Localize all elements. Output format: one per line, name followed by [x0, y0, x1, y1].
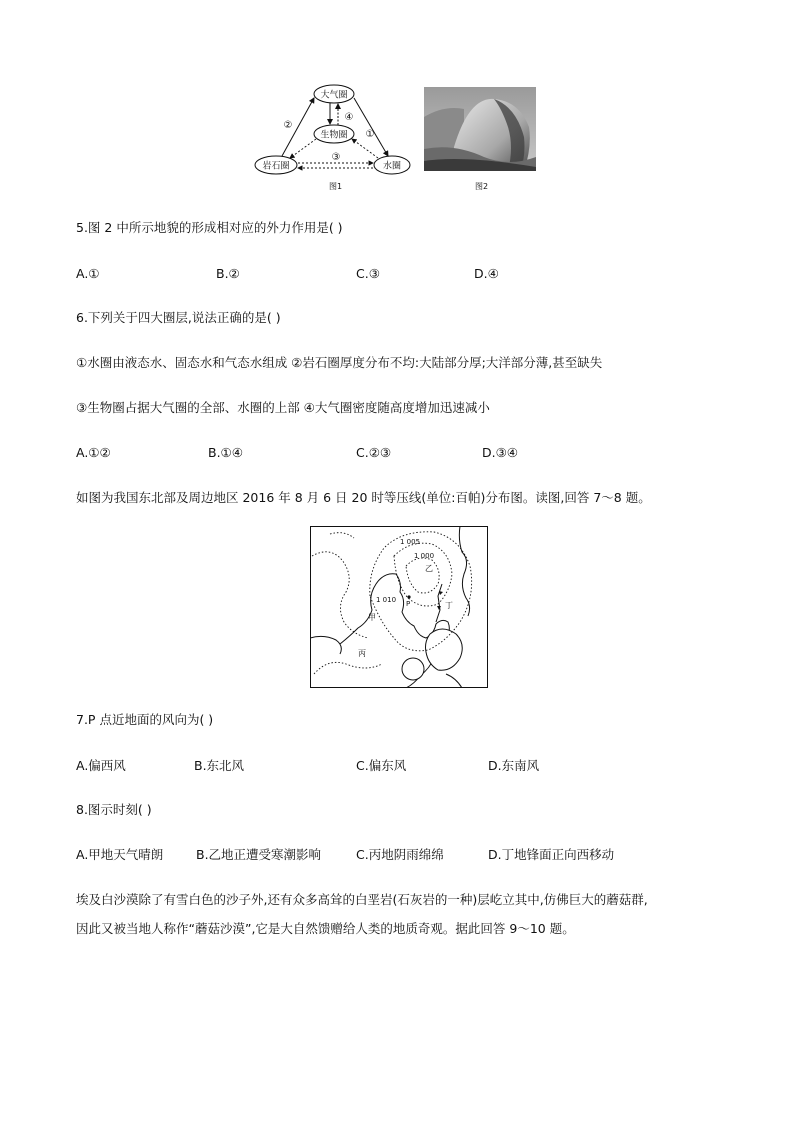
place-label-yi: 乙	[425, 564, 433, 573]
intro-questions-9-10-line-2: 因此又被当地人称作“蘑菇沙漠”,它是大自然馈赠给人类的地质奇观。据此回答 9～10 题。	[76, 921, 575, 936]
isobar-label-1000: 1 000	[414, 552, 435, 560]
question-8-stem: 8.图示时刻( )	[76, 802, 152, 817]
place-label-bing: 丙	[358, 649, 366, 658]
point-p-marker	[407, 595, 410, 598]
place-label-ding: 丁	[445, 601, 453, 610]
question-6-statements-line-1: ①水圈由液态水、固态水和气态水组成 ②岩石圈厚度分布不均:大陆部分厚;大洋部分薄,甚至缺失	[76, 355, 603, 370]
question-8-option-c[interactable]: C.丙地阴雨绵绵	[356, 847, 444, 862]
arrow-hydrosphere-to-biosphere	[352, 139, 378, 158]
arrow-biosphere-to-lithosphere	[290, 139, 316, 158]
question-5-option-a[interactable]: A.①	[76, 266, 100, 281]
hydrosphere-label: 水圈	[382, 161, 402, 172]
place-label-jia: 甲	[368, 613, 376, 622]
question-6-stem: 6.下列关于四大圈层,说法正确的是( )	[76, 310, 281, 325]
question-6-option-d[interactable]: D.③④	[482, 445, 519, 460]
sphere-cycle-svg	[252, 82, 412, 192]
isobar-map	[310, 526, 488, 688]
intro-questions-7-8: 如图为我国东北部及周边地区 2016 年 8 月 6 日 20 时等压线(单位:百帕)分布图。读图,回答 7～8 题。	[76, 490, 651, 505]
question-6-option-b[interactable]: B.①④	[208, 445, 243, 460]
question-8-option-b[interactable]: B.乙地正遭受寒潮影响	[196, 847, 322, 862]
question-7-option-a[interactable]: A.偏西风	[76, 758, 126, 773]
question-7-option-b[interactable]: B.东北风	[194, 758, 245, 773]
figure-2-photo	[424, 87, 536, 171]
question-6-option-a[interactable]: A.①②	[76, 445, 111, 460]
atmosphere-label: 大气圈	[320, 90, 348, 101]
question-8-option-a[interactable]: A.甲地天气晴朗	[76, 847, 164, 862]
intro-questions-9-10-line-1: 埃及白沙漠除了有雪白色的沙子外,还有众多高耸的白垩岩(石灰岩的一种)层屹立其中,仿佛巨大的蘑菇群,	[76, 892, 648, 907]
isobar-label-1010: 1 010	[376, 596, 397, 604]
question-7-option-d[interactable]: D.东南风	[488, 758, 540, 773]
question-5-stem: 5.图 2 中所示地貌的形成相对应的外力作用是( )	[76, 220, 343, 235]
lithosphere-label: 岩石圈	[262, 161, 290, 172]
question-5-option-b[interactable]: B.②	[216, 266, 240, 281]
landform-photo-svg	[424, 87, 536, 171]
arrow-atmosphere-to-hydrosphere	[354, 98, 388, 156]
place-label-p: P	[406, 600, 411, 608]
arrow-label-4: ④	[344, 112, 354, 123]
arrow-label-2: ②	[283, 120, 293, 131]
question-7-option-c[interactable]: C.偏东风	[356, 758, 407, 773]
question-5-option-c[interactable]: C.③	[356, 266, 380, 281]
arrow-label-3: ③	[331, 152, 341, 163]
figure-1-caption: 图1	[329, 182, 343, 191]
isobar-label-1005: 1 005	[400, 538, 421, 546]
question-8-option-d[interactable]: D.丁地锋面正向西移动	[488, 847, 615, 862]
biosphere-label: 生物圈	[320, 130, 348, 141]
figure-1-sphere-diagram	[252, 82, 412, 192]
question-7-stem: 7.P 点近地面的风向为( )	[76, 712, 214, 727]
figure-2-caption: 图2	[475, 182, 489, 191]
question-5-option-d[interactable]: D.④	[474, 266, 499, 281]
question-6-option-c[interactable]: C.②③	[356, 445, 392, 460]
isobar-map-svg	[310, 526, 488, 688]
arrow-label-1: ①	[365, 129, 375, 140]
question-6-statements-line-2: ③生物圈占据大气圈的全部、水圈的上部 ④大气圈密度随高度增加迅速减小	[76, 400, 490, 415]
